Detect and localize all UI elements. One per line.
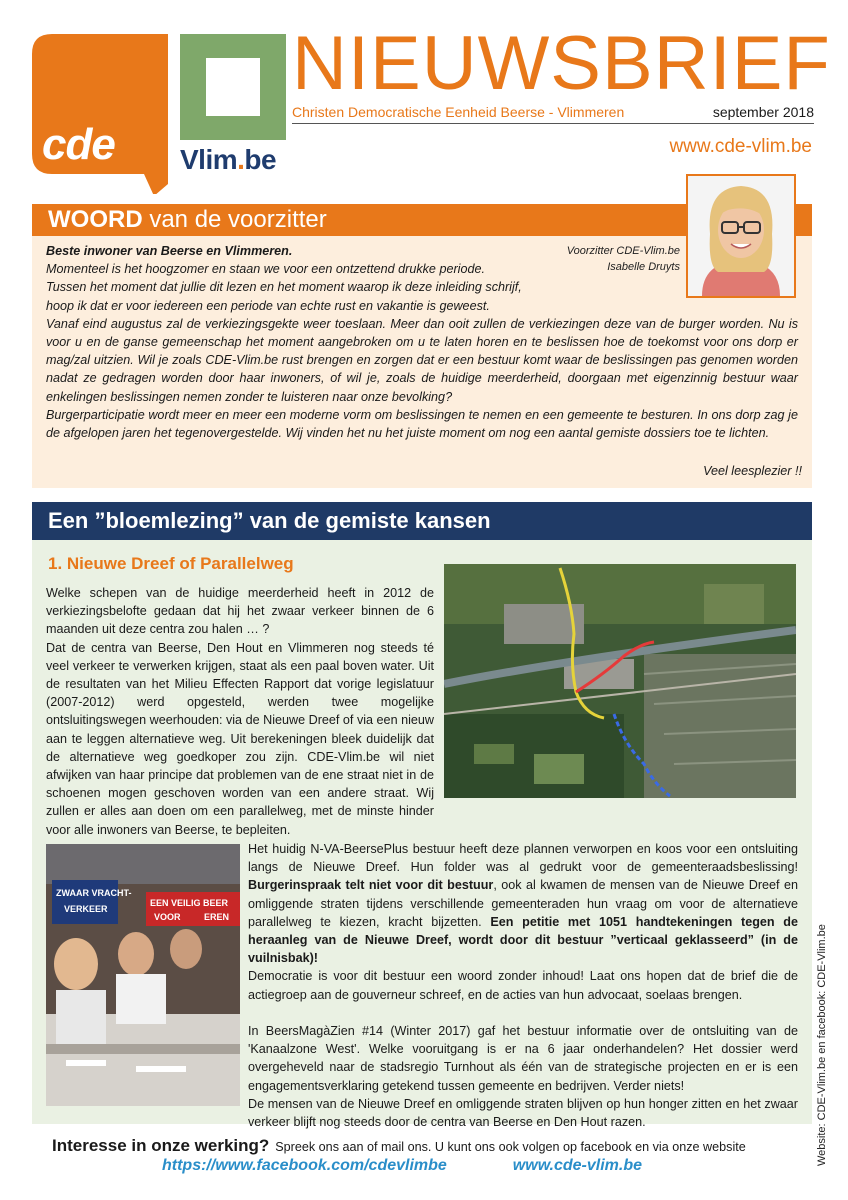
logo-square-inner	[206, 58, 260, 116]
logo-vlim-suffix: be	[244, 144, 277, 175]
right-paragraph-4: De mensen van de Nieuwe Dreef en omliggende straten blijven op hun honger zitten en het zwaar verkeer blijft nog steeds door de centra van Beerse en Den Hout razen.	[248, 1096, 798, 1130]
footer-lead: Interesse in onze werking?	[52, 1136, 270, 1155]
woord-title-rest: van de voorzitter	[142, 206, 327, 233]
sign-text-4: VOOR	[154, 912, 181, 922]
left-paragraph-2: Dat de centra van Beerse, Den Hout en Vlimmeren nog steeds té veel verkeer te verwerken krijgen, staat als een paal boven water. Uit de resultaten van het Milieu Effecten Rapport dat vorige legislatuur (2007-2012) werd opgesteld, werden twee mogelijke ontsluitingswegen weerhouden: via de Nieuwe Dreef of via een nieuw aan te leggen alternatieve weg. Uit berekeningen bleek duidelijk dat de alternatieve weg goedkoper zou zijn. CDE-Vlim.be wil niet afwijken van haar principe dat problemen van de ene straat niet in de schoenen mogen geschoven worden van een andere straat. Wij zullen er alles aan doen om een parallelweg, met de minste hinder voor alle inwoners van Beerse, te bepleiten.	[46, 640, 434, 837]
woord-title-bold: WOORD	[48, 206, 143, 233]
item-title: 1. Nieuwe Dreef of Parallelweg	[48, 554, 294, 573]
logo-vlim-dot: .	[237, 144, 245, 175]
right-p1-bold-2: Een petitie met 1051 handtekeningen tegen de heraanleg van de Nieuwe Dreef, wordt door dit bestuur ”verticaal geklasseerd” (in de vuilnisbak)!	[248, 914, 799, 966]
sign-text-3: EEN VEILIG BEER	[150, 898, 229, 908]
aerial-map-image	[444, 564, 796, 798]
vlim-logo-square	[180, 34, 286, 140]
logo-vlim-prefix: Vlim	[180, 144, 238, 175]
woord-body	[46, 242, 798, 442]
protest-picture	[46, 844, 240, 1106]
woord-paragraph-4: Vanaf eind augustus zal de verkiezingsgekte weer toeslaan. Meer dan ooit zullen de verkiezingen deze van de burger worden. Nu is voor u en de ganse gemeenschap het moment aangebroken om u te laten horen en te beslissen hoe de toekomst voor ons dorp er mag/zal uitzien. Wil je zoals CDE-Vlim.be rust brengen en zorgen dat er een bestuur komt waar de beslissingen pas genomen worden nadat ze gedragen worden door haar inwoners, of wil je, zoals de huidige meerderheid, doorgaan met eigenzinnig bestuur waar enkelingen beslissingen nemen zonder te luisteren naar onze bevolking?	[46, 316, 798, 404]
left-column-text	[46, 584, 434, 839]
right-p1-part-c: , ook al kwamen de mensen van de Nieuwe Dreef en omliggende straten tijdens verschillende gemeenteraden hun vraag om voor de alternatieve parallelweg te kiezen, kracht bijzetten.	[248, 878, 798, 929]
sign-text-5: EREN	[204, 912, 230, 922]
facebook-link[interactable]: https://www.facebook.com/cdevlimbe	[162, 1157, 447, 1174]
footer-line	[52, 1136, 812, 1156]
logo-vlim-text	[180, 144, 276, 176]
woord-paragraph-2: Tussen het moment dat jullie dit lezen en het moment waarop ik deze inleiding schrijf,	[46, 280, 522, 295]
speech-bubble-icon	[32, 34, 168, 194]
organisation-name: Christen Democratische Eenheid Beerse - Vlimmeren	[292, 104, 625, 120]
side-note: Website: CDE-Vlim.be en facebook: CDE-Vlim.be	[816, 924, 828, 1166]
woord-paragraph-3: hoop ik dat er voor iedereen een periode van echte rust en vakantie is geweest.	[46, 298, 490, 313]
logo-cde-text: cde	[42, 120, 115, 169]
woord-paragraph-1: Momenteel is het hoogzomer en staan we voor een ontzettend drukke periode.	[46, 262, 485, 277]
greeting: Beste inwoner van Beerse en Vlimmeren.	[46, 244, 293, 258]
caption-role: Voorzitter CDE-Vlim.be	[566, 245, 680, 257]
sign-text-2: VERKEER	[64, 904, 108, 914]
caption-name: Isabelle Druyts	[607, 260, 680, 273]
right-p1-bold-1: Burgerinspraak telt niet voor dit bestuur	[248, 878, 494, 893]
right-paragraph-1	[248, 840, 798, 967]
right-column-text	[248, 840, 798, 1131]
left-paragraph-1: Welke schepen van de huidige meerderheid heeft in 2012 de verkiezingsbelofte gedaan dat hij het zwaar verkeer binnen de 6 maanden uit deze centra zou halen … ?	[46, 586, 434, 637]
subtitle-row	[292, 104, 814, 124]
woord-section-title	[48, 206, 327, 234]
bloemlezing-title: Een ”bloemlezing” van de gemiste kansen	[48, 508, 491, 533]
header-website[interactable]: www.cde-vlim.be	[669, 136, 812, 157]
website-link[interactable]: www.cde-vlim.be	[512, 1157, 643, 1174]
footer-links	[162, 1157, 642, 1175]
woord-paragraph-5: Burgerparticipatie wordt meer en meer een moderne vorm om beslissingen te nemen en een gemeente te besturen. In ons dorp zag je de afgelopen jaren het tegenovergestelde. Wij vinden het nu het juiste moment om nog een aantal gemiste dossiers toe te lichten.	[46, 407, 798, 441]
map-picture	[444, 564, 796, 798]
right-p1-part-a: Het huidig N-VA-BeersePlus bestuur heeft deze plannen verworpen en koos voor een ontsluiting langs de Nieuwe Dreef. Hun folder was al gedrukt voor de gemeenteraadsbeslissing!	[248, 842, 798, 875]
issue-date: september 2018	[712, 104, 814, 120]
masthead-title: NIEUWSBRIEF	[292, 21, 831, 106]
protest-photo	[46, 844, 240, 1106]
sign-off: Veel leesplezier !!	[703, 464, 802, 478]
right-paragraph-2: Democratie is voor dit bestuur een woord zonder inhoud! Laat ons hopen dat de brief die de actiegroep aan de gouverneur schreef, en de acties van hun advocaat, soelaas brengen.	[248, 969, 798, 1002]
right-paragraph-3: In BeersMagàZien #14 (Winter 2017) gaf het bestuur informatie over de ontsluiting van de 'Kanaalzone West'. Welke vooruitgang is er na 6 jaar onderhandelen? Het dossier werd overgeheveld naar de stadsregio Turnhout als één van de strategische projecten en er is een engagementsverklaring getekend tussen gemeente en bedrijven. Verder niets!	[248, 1024, 798, 1093]
footer-rest: Spreek ons aan of mail ons. U kunt ons ook volgen op facebook en via onze website	[275, 1140, 746, 1154]
sign-text-1: ZWAAR VRACHT-	[56, 888, 132, 898]
